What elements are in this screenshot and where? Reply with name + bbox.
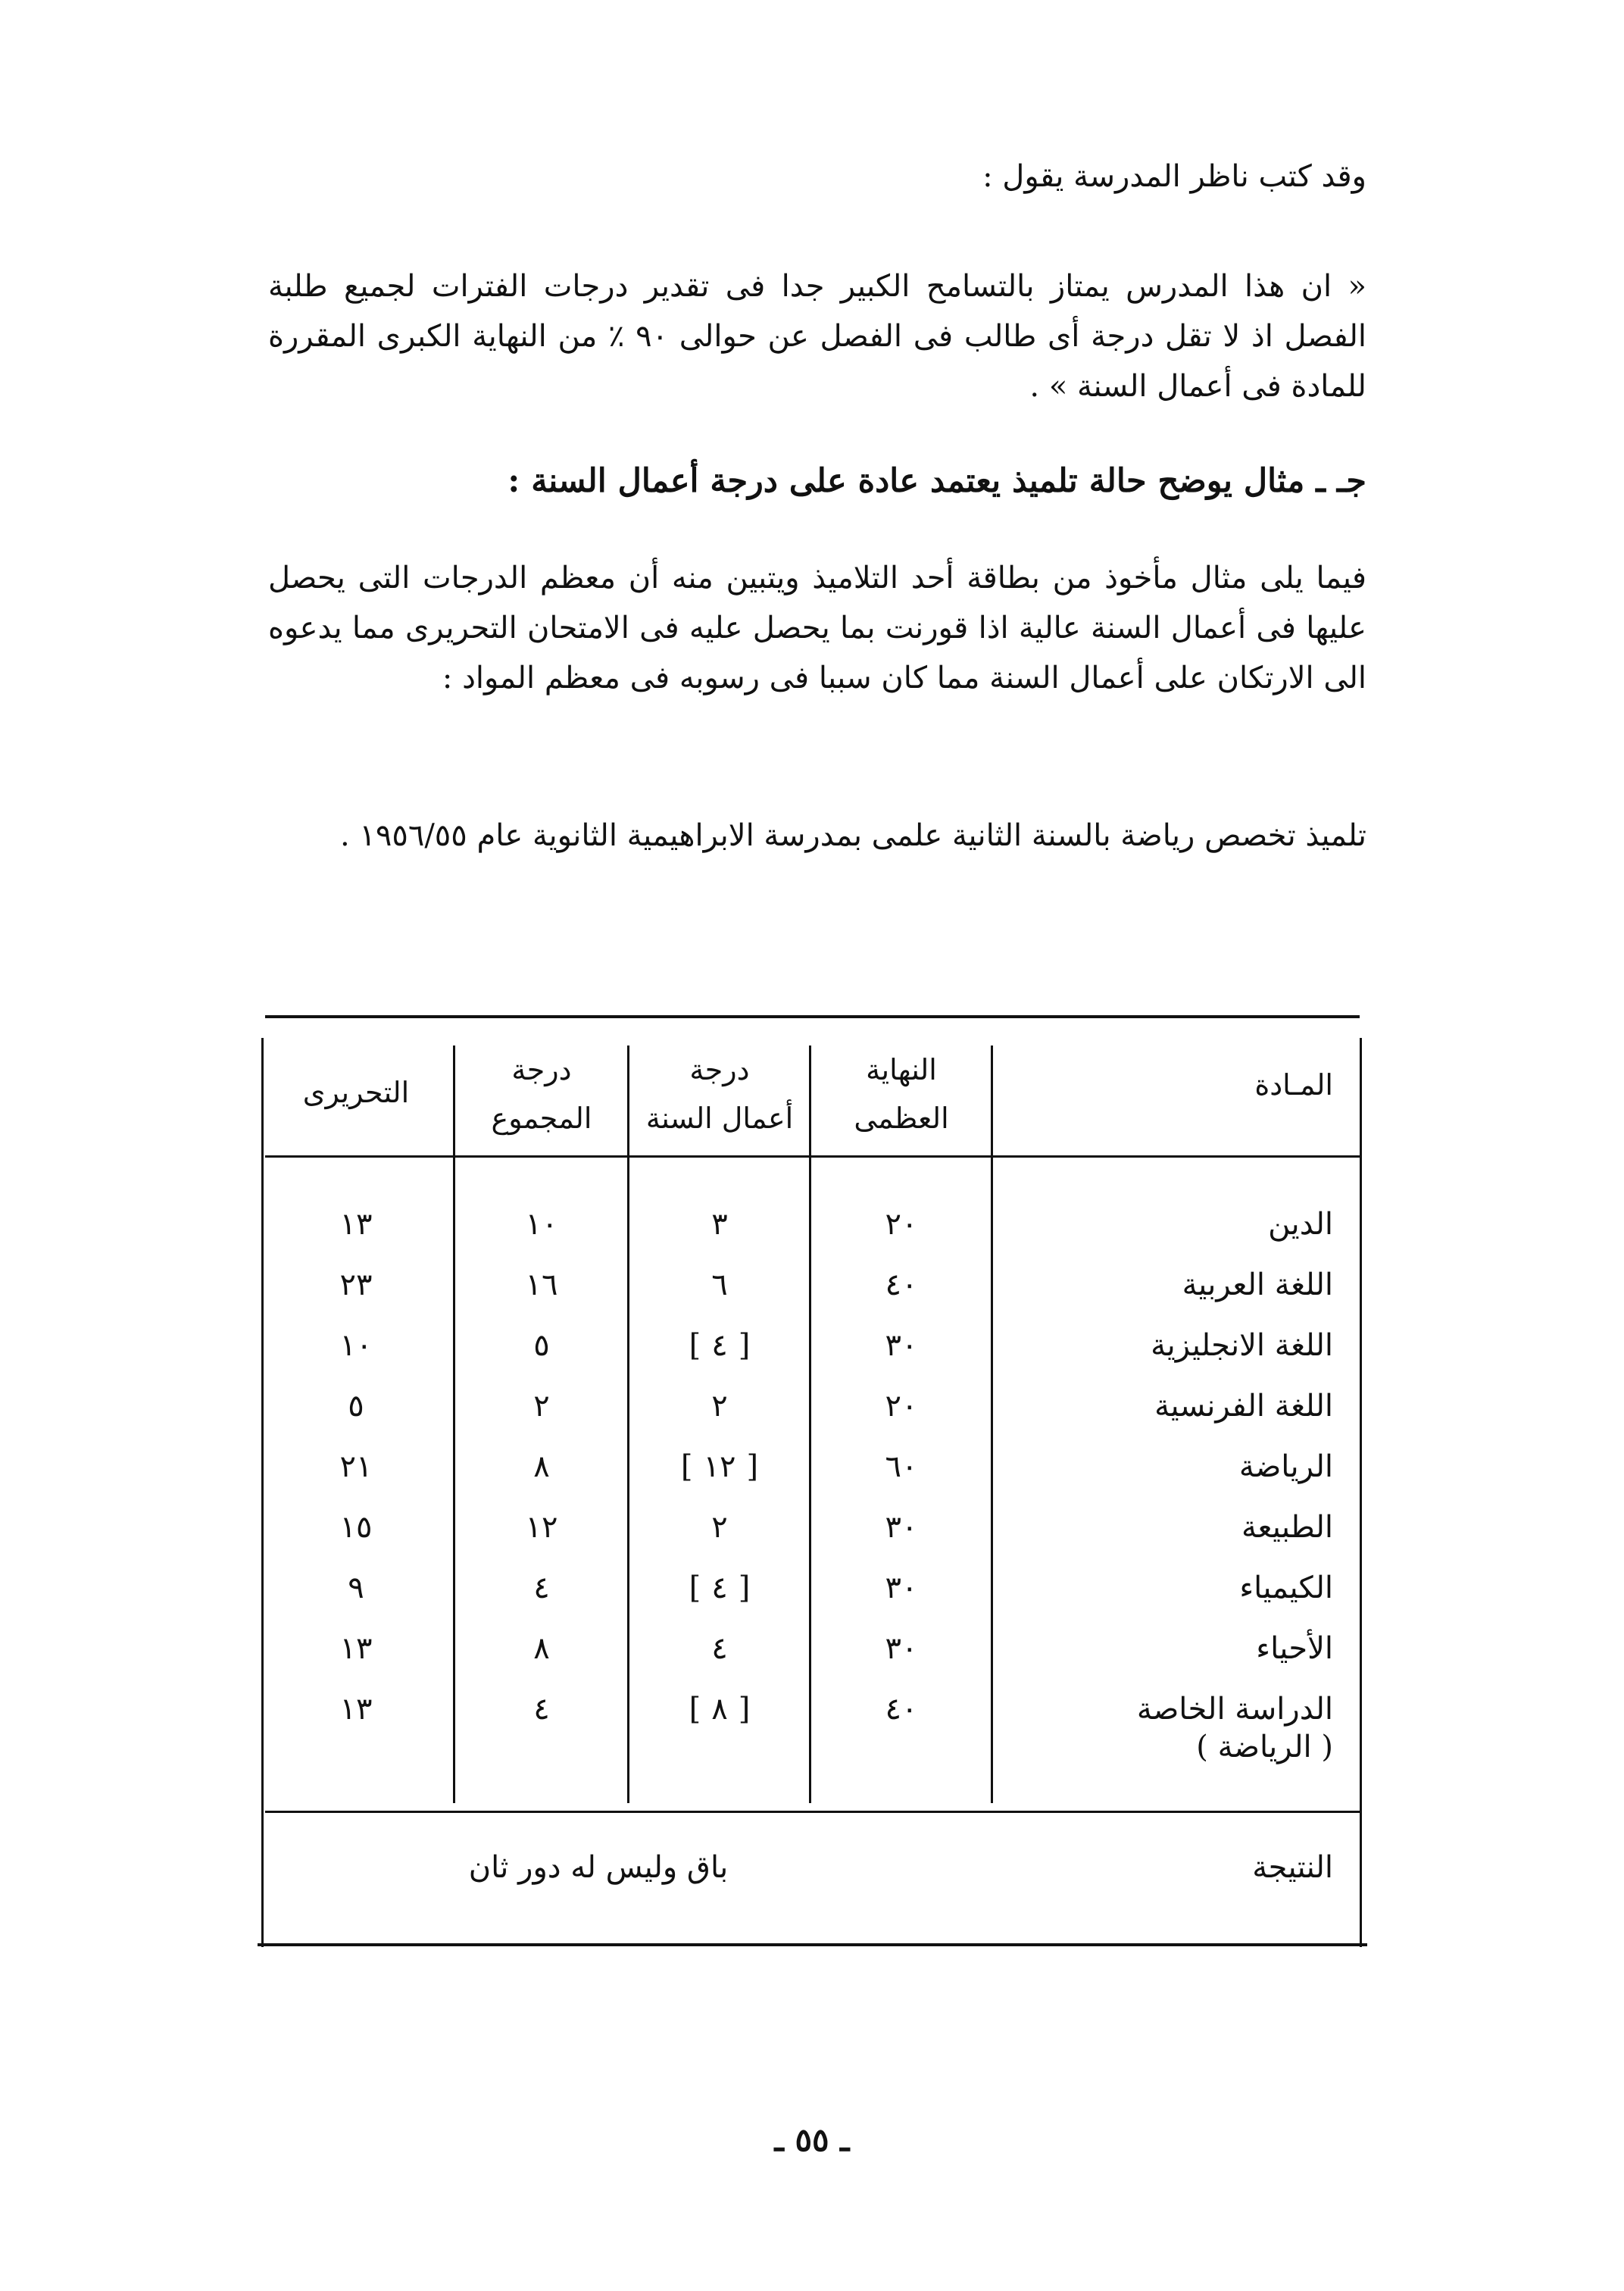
row-subject: [1015, 1261, 1333, 1308]
row-total: [454, 1686, 629, 1733]
row-total: [454, 1383, 629, 1430]
row-subject: [1015, 1564, 1333, 1611]
row-max-text: ٣٠: [885, 1631, 918, 1666]
row-subject-text: الدين: [1268, 1207, 1333, 1242]
row-max-text: ٤٠: [885, 1267, 918, 1302]
header-max: [810, 1045, 992, 1142]
row-subject-text: الرياضة: [1238, 1449, 1333, 1484]
row-written: [258, 1383, 454, 1430]
table-bottom-rule: [258, 1943, 1367, 1946]
principal-quote: « ان هذا المدرس يمتاز بالتسامح الكبير جدا فى تقدير درجات الفترات لجميع طلبة الفصل اذ لا تقل درجة أى طالب فى الفصل عن حوالى ٩٠ ٪ من النهاية الكبرى المقررة للمادة فى أعمال السنة » .: [268, 269, 1366, 404]
row-total: [454, 1322, 629, 1369]
row-total-text: ٢: [533, 1389, 550, 1424]
row-written-text: ١٥: [339, 1510, 373, 1545]
row-max-text: ٦٠: [885, 1449, 918, 1484]
row-max-text: ٢٠: [885, 1389, 918, 1424]
header-subject: المـادة: [1254, 1068, 1333, 1102]
row-total-text: ٨: [533, 1631, 550, 1666]
row-year-work-text: [ ٤ ]: [689, 1328, 751, 1363]
row-max: [810, 1383, 992, 1430]
row-subject: [1015, 1443, 1333, 1490]
row-total-text: ٥: [533, 1328, 550, 1363]
row-max: [810, 1625, 992, 1672]
row-subject: [1015, 1201, 1333, 1248]
row-max-text: ٣٠: [885, 1571, 918, 1605]
row-written: [258, 1504, 454, 1551]
row-max: [810, 1686, 992, 1733]
header-year-work-line2: أعمال السنة: [645, 1102, 794, 1135]
row-year-work: [629, 1322, 810, 1369]
row-max-text: ٣٠: [885, 1510, 918, 1545]
row-year-work-text: ٢: [711, 1510, 728, 1545]
row-total-text: ٤: [533, 1692, 550, 1727]
row-total: [454, 1261, 629, 1308]
row-written-text: ٢٣: [339, 1267, 373, 1302]
header-total-line2: المجموع: [491, 1102, 592, 1135]
row-subject: [1015, 1504, 1333, 1551]
row-year-work: [629, 1564, 810, 1611]
row-written-text: ٥: [348, 1389, 364, 1424]
row-written: [258, 1322, 454, 1369]
table-header-rule: [265, 1155, 1360, 1158]
row-max: [810, 1443, 992, 1490]
row-year-work: [629, 1201, 810, 1248]
row-total-text: ٤: [533, 1571, 550, 1605]
row-year-work: [629, 1443, 810, 1490]
row-written: [258, 1201, 454, 1248]
row-subject: [1015, 1322, 1333, 1369]
row-max: [810, 1504, 992, 1551]
row-written-text: ١٠: [339, 1328, 373, 1363]
opening-line: وقد كتب ناظر المدرسة يقول :: [982, 159, 1366, 194]
row-written: [258, 1686, 454, 1733]
header-total-line1: درجة: [511, 1053, 572, 1086]
row-year-work: [629, 1261, 810, 1308]
row-total-text: ١٢: [525, 1510, 558, 1545]
table-right-border: [1360, 1038, 1362, 1947]
header-year-work: [629, 1045, 810, 1142]
header-written: التحريرى: [302, 1076, 410, 1109]
table-left-border: [261, 1038, 264, 1947]
row-max-text: ٤٠: [885, 1692, 918, 1727]
row-total: [454, 1201, 629, 1248]
row-subject-text: الدراسة الخاصة: [1136, 1692, 1333, 1727]
row-year-work: [629, 1383, 810, 1430]
row-written-text: ١٣: [339, 1207, 373, 1242]
row-year-work: [629, 1625, 810, 1672]
row-written: [258, 1261, 454, 1308]
row-written-text: ٩: [348, 1571, 364, 1605]
row-total-text: ١٦: [525, 1267, 558, 1302]
row-total: [454, 1443, 629, 1490]
row-subject: [1015, 1383, 1333, 1430]
page-number: ـ ٥٥ ـ: [774, 2121, 850, 2158]
row-written: [258, 1625, 454, 1672]
row-subject-text: الأحياء: [1256, 1631, 1333, 1666]
row-max: [810, 1201, 992, 1248]
example-paragraph: فيما يلى مثال مأخوذ من بطاقة أحد التلاميذ ويتبين منه أن معظم الدرجات التى يحصل عليها فى أعمال السنة عالية اذا قورنت بما يحصل عليه فى الامتحان التحريرى مما يدعوه الى الارتكان على أعمال السنة مما كان سببا فى رسوبه فى معظم المواد :: [268, 561, 1367, 695]
table-top-rule: [265, 1015, 1360, 1018]
row-total: [454, 1504, 629, 1551]
header-max-line1: النهاية: [866, 1053, 937, 1086]
row-max-text: ٣٠: [885, 1328, 918, 1363]
row-year-work-text: ٣: [711, 1207, 728, 1242]
row-subject-text: اللغة الفرنسية: [1154, 1389, 1333, 1424]
row-max: [810, 1261, 992, 1308]
row-year-work-text: ٤: [711, 1631, 728, 1666]
grades-table: [258, 1015, 1367, 1951]
row-subject: [1015, 1625, 1333, 1672]
row-written-text: ١٣: [339, 1692, 373, 1727]
subject-note: ( الرياضة ): [1196, 1730, 1333, 1764]
row-written: [258, 1443, 454, 1490]
header-year-work-line1: درجة: [689, 1053, 750, 1086]
row-subject-text: اللغة العربية: [1182, 1267, 1333, 1302]
section-heading: جـ ـ مثال يوضح حالة تلميذ يعتمد عادة على درجة أعمال السنة :: [508, 462, 1366, 500]
row-year-work-text: [ ٨ ]: [689, 1692, 751, 1727]
row-max: [810, 1322, 992, 1369]
row-total-text: ٨: [533, 1449, 550, 1484]
table-result-rule: [265, 1811, 1360, 1813]
row-subject-text: اللغة الانجليزية: [1151, 1328, 1333, 1363]
row-year-work-text: [ ١٢ ]: [681, 1449, 758, 1484]
result-value: باق وليس له دور ثان: [468, 1850, 729, 1885]
student-paragraph: تلميذ تخصص رياضة بالسنة الثانية علمى بمدرسة الابراهيمية الثانوية عام ١٩٥٦/٥٥ .: [339, 818, 1366, 853]
row-total: [454, 1625, 629, 1672]
row-year-work: [629, 1504, 810, 1551]
row-year-work-text: ٦: [711, 1267, 728, 1302]
result-label: النتيجة: [1252, 1850, 1333, 1885]
header-total: [454, 1045, 629, 1142]
row-year-work: [629, 1686, 810, 1733]
row-total: [454, 1564, 629, 1611]
row-subject-text: الطبيعة: [1241, 1510, 1333, 1545]
header-max-line2: العظمى: [854, 1102, 949, 1135]
row-written-text: ١٣: [339, 1631, 373, 1666]
row-max-text: ٢٠: [885, 1207, 918, 1242]
row-year-work-text: ٢: [711, 1389, 728, 1424]
row-written-text: ٢١: [339, 1449, 373, 1484]
row-written: [258, 1564, 454, 1611]
row-max: [810, 1564, 992, 1611]
row-total-text: ١٠: [525, 1207, 558, 1242]
row-year-work-text: [ ٤ ]: [689, 1571, 751, 1605]
row-subject-text: الكيمياء: [1239, 1571, 1333, 1605]
